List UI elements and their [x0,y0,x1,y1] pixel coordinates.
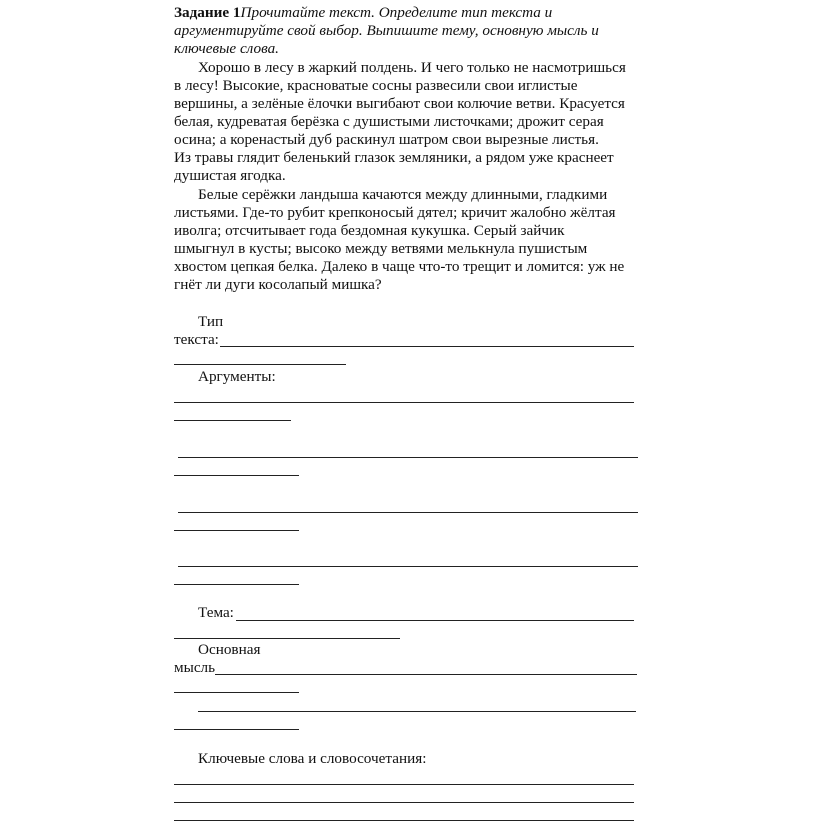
text-paragraph-2-line: иволга; отсчитывает года бездомная кукушка. Серый зайчик [174,222,565,239]
keywords-label: Ключевые слова и словосочетания: [198,750,427,767]
text-paragraph-2-line: хвостом цепкая белка. Далеко в чаще что-то трещит и ломится: уж не [174,258,625,275]
text-paragraph-1-line: осина; а коренастый дуб раскинул шатром свои вырезные листья. [174,131,599,148]
task-instruction-line-1: Прочитайте текст. Определите тип текста и [240,4,553,21]
task-number: Задание 1 [174,4,241,21]
text-paragraph-1-line: белая, кудреватая берёзка с душистыми листочками; дрожит серая [174,113,604,130]
arguments-answer-line-short[interactable] [174,475,299,476]
text-paragraph-1-line: душистая ягодка. [174,167,286,184]
arguments-answer-line-short[interactable] [174,530,299,531]
text-paragraph-1-line: в лесу! Высокие, красноватые сосны развесили свои иглистые [174,77,578,94]
theme-answer-line[interactable] [236,620,634,621]
main-idea-answer-line-short[interactable] [174,692,299,693]
arguments-answer-line[interactable] [178,457,638,458]
text-paragraph-2-line: Белые серёжки ландыша качаются между длинными, гладкими [198,186,608,203]
main-idea-label-line-1: Основная [198,641,261,658]
arguments-answer-line[interactable] [178,512,638,513]
theme-answer-line-continuation[interactable] [174,638,400,639]
type-answer-line[interactable] [220,346,634,347]
task-instruction-line-2: аргументируйте свой выбор. Выпишите тему, основную мысль и [174,22,599,39]
keywords-answer-line[interactable] [174,820,634,821]
type-answer-line-continuation[interactable] [174,364,346,365]
task-heading [174,4,552,22]
text-paragraph-1-line: Хорошо в лесу в жаркий полдень. И чего только не насмотришься [198,59,626,76]
type-label-line-1: Тип [198,313,224,330]
type-label-line-2: текста: [174,331,219,348]
theme-label: Тема: [198,604,234,621]
keywords-answer-line[interactable] [174,784,634,785]
arguments-answer-line[interactable] [174,402,634,403]
arguments-answer-line[interactable] [178,566,638,567]
text-paragraph-2-line: листьями. Где-то рубит крепконосый дятел; кричит жалобно жёлтая [174,204,616,221]
arguments-label: Аргументы: [198,368,276,385]
task-instruction-line-3: ключевые слова. [174,40,279,57]
text-paragraph-1-line: Из травы глядит беленький глазок земляники, а рядом уже краснеет [174,149,614,166]
main-idea-answer-line[interactable] [198,711,636,712]
main-idea-answer-line[interactable] [215,674,637,675]
keywords-answer-line[interactable] [174,802,634,803]
main-idea-label-line-2: мысль [174,659,216,676]
text-paragraph-1-line: вершины, а зелёные ёлочки выгибают свои колючие ветви. Красуется [174,95,625,112]
main-idea-answer-line-short[interactable] [174,729,299,730]
text-paragraph-2-line: шмыгнул в кусты; высоко между ветвями мелькнула пушистым [174,240,588,257]
arguments-answer-line-short[interactable] [174,584,299,585]
arguments-answer-line-short[interactable] [174,420,291,421]
text-paragraph-2-line: гнёт ли дуги косолапый мишка? [174,276,382,293]
